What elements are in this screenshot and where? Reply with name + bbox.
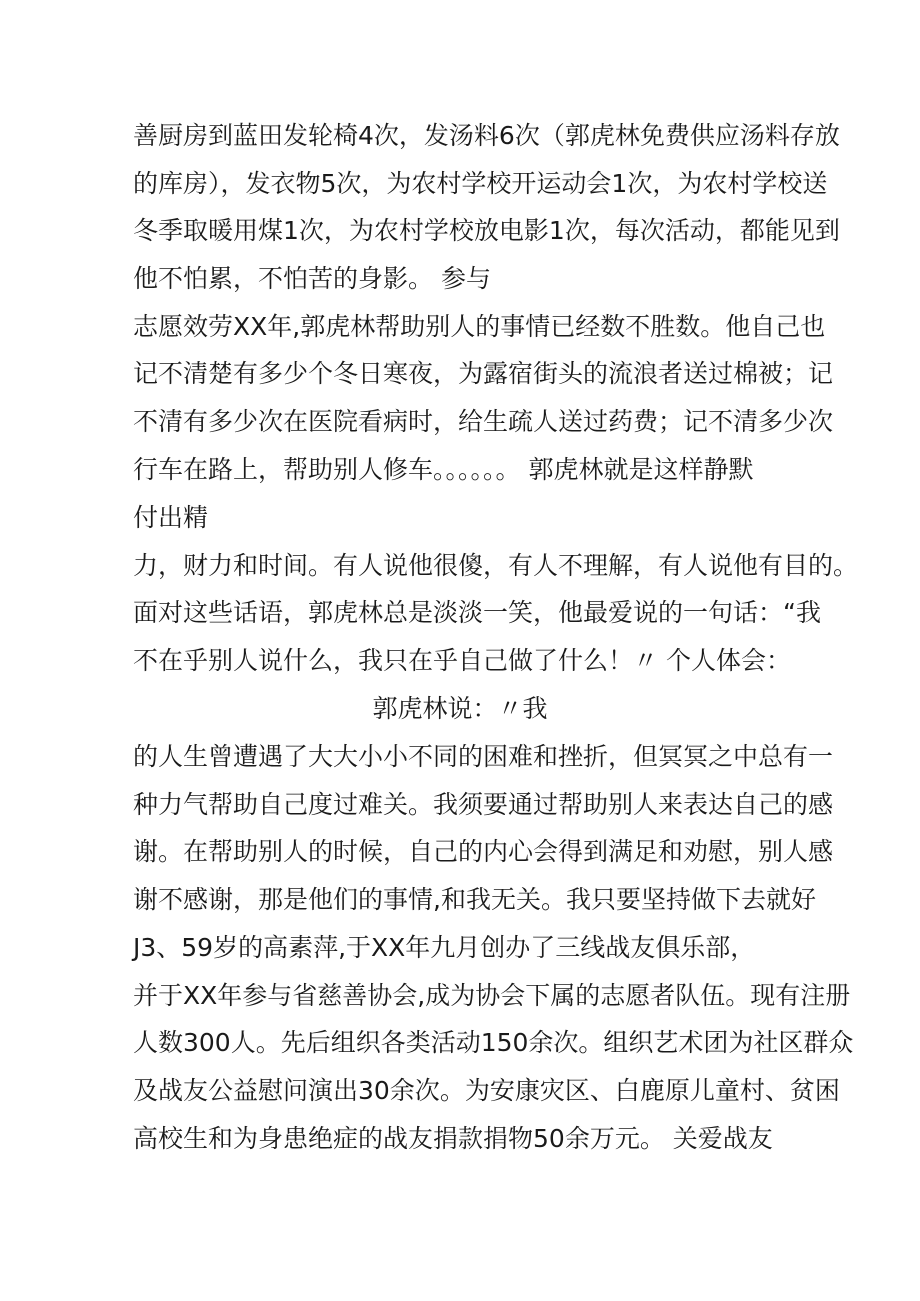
text-line-16: 谢。在帮助别人的时候，自己的内心会得到满足和劝慰，别人感 bbox=[133, 837, 834, 866]
text-line-12: 不在乎别人说什么，我只在乎自己做了什么！〃 个人体会： bbox=[133, 646, 791, 675]
text-line-22: 高校生和为身患绝症的战友捐款捐物50余万元。 关爱战友 bbox=[133, 1124, 773, 1153]
text-line-1: 善厨房到蓝田发轮椅4次，发汤料6次（郭虎林免费供应汤料存放 bbox=[133, 121, 840, 150]
text-line-19: 并于XX年参与省慈善协会,成为协会下属的志愿者队伍。现有注册 bbox=[133, 981, 851, 1010]
text-line-5: 志愿效劳XX年,郭虎林帮助别人的事情已经数不胜数。他自己也 bbox=[133, 312, 826, 341]
text-line-10: 力，财力和时间。有人说他很傻，有人不理解，有人说他有目的。 bbox=[133, 551, 859, 580]
text-line-21: 及战友公益慰问演出30余次。为安康灾区、白鹿原儿童村、贫困 bbox=[133, 1076, 840, 1105]
text-line-6: 记不清楚有多少个冬日寒夜，为露宿街头的流浪者送过棉被；记 bbox=[133, 359, 834, 388]
text-line-20: 人数300人。先后组织各类活动150余次。组织艺术团为社区群众 bbox=[133, 1028, 854, 1057]
text-line-18: J3、59岁的高素萍,于XX年九月创办了三线战友俱乐部， bbox=[133, 933, 756, 962]
text-line-7: 不清有多少次在医院看病时，给生疏人送过药费；记不清多少次 bbox=[133, 407, 834, 436]
text-line-14: 的人生曾遭遇了大大小小不同的困难和挫折，但冥冥之中总有一 bbox=[133, 742, 834, 771]
text-line-2: 的库房），发衣物5次，为农村学校开运动会1次，为农村学校送 bbox=[133, 169, 828, 198]
text-line-4: 他不怕累，不怕苦的身影。 参与 bbox=[133, 264, 491, 293]
text-line-3: 冬季取暖用煤1次，为农村学校放电影1次，每次活动，都能见到 bbox=[133, 216, 840, 245]
text-line-8: 行车在路上，帮助别人修车。。。。。。 郭虎林就是这样静默 bbox=[133, 455, 754, 484]
text-line-15: 种力气帮助自己度过难关。我须要通过帮助别人来表达自己的感 bbox=[133, 790, 834, 819]
text-line-13: 郭虎林说：〃我 bbox=[372, 694, 548, 723]
text-line-11: 面对这些话语，郭虎林总是淡淡一笑，他最爱说的一句话：“我 bbox=[133, 598, 821, 627]
text-line-9: 付出精 bbox=[133, 503, 209, 532]
text-line-17: 谢不感谢，那是他们的事情,和我无关。我只要坚持做下去就好 bbox=[133, 885, 816, 914]
